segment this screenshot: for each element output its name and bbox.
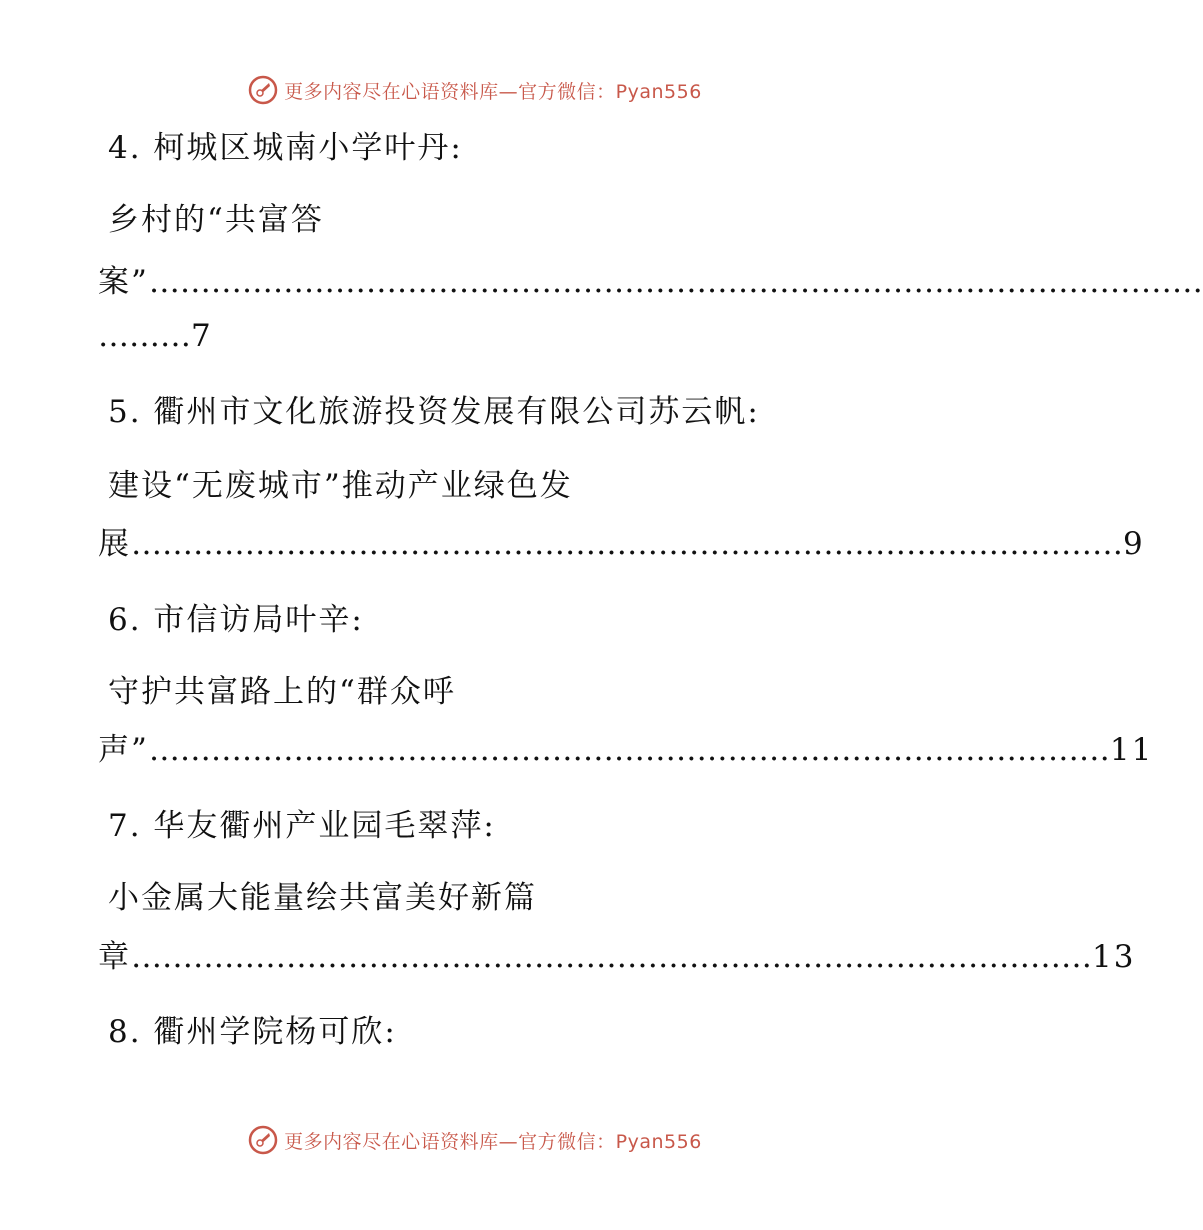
toc-title-5-line2: 展……………………………………………………………………………………9: [98, 526, 1145, 562]
page-number: 13: [1092, 939, 1136, 975]
toc-heading-5: 5. 衢州市文化旅游投资发展有限公司苏云帆:: [108, 394, 760, 430]
toc-title-4-line2: 案”…………………………………………………………………………………………: [98, 264, 1203, 300]
toc-heading-8: 8. 衢州学院杨可欣:: [108, 1014, 397, 1050]
toc-heading-6: 6. 市信访局叶辛:: [108, 602, 364, 638]
page-number: 11: [1109, 732, 1154, 768]
watermark-banner-top: [0, 70, 950, 110]
watermark-banner-bottom: [0, 1120, 950, 1160]
toc-title-5-line1: 建设“无废城市”推动产业绿色发: [108, 468, 573, 504]
logo-icon: [248, 75, 278, 105]
toc-title-6-line1: 守护共富路上的“群众呼: [108, 674, 456, 710]
page-number: 7: [191, 318, 213, 354]
toc-heading-4: 4. 柯城区城南小学叶丹:: [108, 130, 463, 166]
watermark-text: 更多内容尽在心语资料库—官方微信：Pyan556: [284, 1130, 702, 1153]
toc-title-6-line2: 声”…………………………………………………………………………………11: [98, 732, 1154, 768]
toc-entry-4-page: ………7: [98, 318, 213, 354]
toc-title-4-line1: 乡村的“共富答: [108, 202, 324, 238]
watermark-text: 更多内容尽在心语资料库—官方微信：Pyan556: [284, 80, 702, 103]
page-number: 9: [1123, 526, 1145, 562]
toc-title-7-line2: 章…………………………………………………………………………………13: [98, 939, 1136, 975]
toc-heading-7: 7. 华友衢州产业园毛翠萍:: [108, 808, 496, 844]
logo-icon: [248, 1125, 278, 1155]
toc-title-7-line1: 小金属大能量绘共富美好新篇: [108, 880, 537, 916]
